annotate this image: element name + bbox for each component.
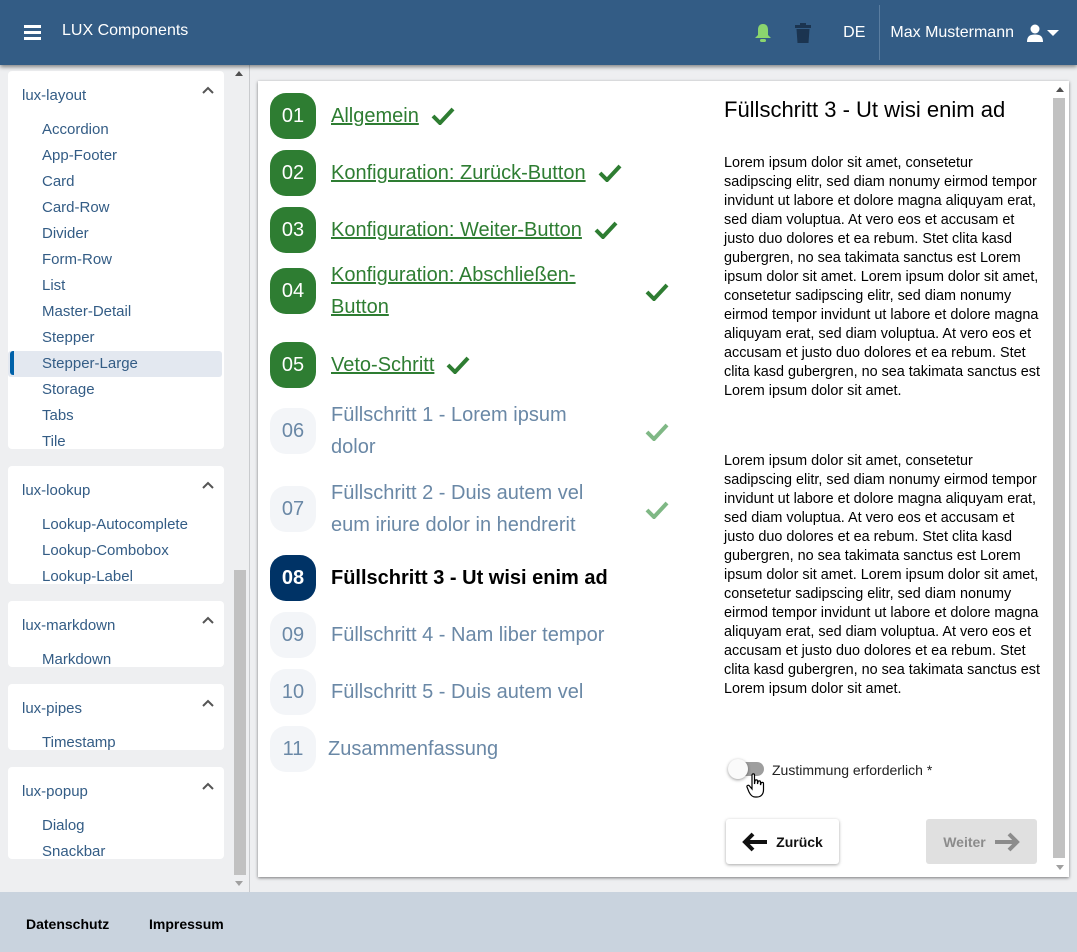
sidebar-group-title: lux-markdown bbox=[22, 617, 116, 634]
sidebar-item-accordion[interactable]: Accordion bbox=[42, 121, 109, 138]
consent-toggle-label: Zustimmung erforderlich * bbox=[772, 762, 933, 778]
sidebar-group-lux-markdown bbox=[8, 601, 224, 667]
sidebar-item-list[interactable]: List bbox=[42, 277, 66, 294]
step-label: Füllschritt 4 - Nam liber tempor bbox=[331, 624, 605, 646]
check-icon bbox=[645, 283, 669, 301]
user-menu[interactable] bbox=[880, 24, 1077, 42]
sidebar-item-dialog[interactable]: Dialog bbox=[42, 817, 85, 834]
step-number: 08 bbox=[270, 555, 316, 601]
arrow-right-icon bbox=[994, 832, 1020, 852]
sidebar-item-form-row[interactable]: Form-Row bbox=[42, 251, 112, 268]
user-name: Max Mustermann bbox=[890, 23, 1014, 41]
sidebar-item-storage[interactable]: Storage bbox=[42, 381, 95, 398]
sidebar-item-lookup-label[interactable]: Lookup-Label bbox=[42, 568, 133, 585]
sidebar-scrollbar[interactable] bbox=[232, 65, 246, 892]
bell-icon[interactable] bbox=[743, 0, 783, 65]
step-label: Füllschritt 5 - Duis autem vel bbox=[331, 681, 584, 703]
sidebar-item-stepper[interactable]: Stepper bbox=[42, 329, 95, 346]
step-03[interactable] bbox=[270, 207, 618, 253]
step-content-title: Füllschritt 3 - Ut wisi enim ad bbox=[724, 97, 1006, 122]
step-label: Zusammenfassung bbox=[328, 738, 499, 760]
step-label: Füllschritt 2 - Duis autem vel eum iriure dolor in hendrerit bbox=[331, 482, 584, 536]
scroll-up-arrow-icon[interactable] bbox=[235, 71, 243, 76]
step-number: 10 bbox=[270, 669, 316, 715]
chevron-up-icon bbox=[202, 85, 214, 97]
step-10[interactable] bbox=[270, 669, 583, 715]
app-header bbox=[0, 0, 1077, 65]
sidebar-item-card[interactable]: Card bbox=[42, 173, 75, 190]
step-09[interactable] bbox=[270, 612, 604, 658]
scroll-down-arrow-icon[interactable] bbox=[1056, 865, 1064, 870]
sidebar-group-header[interactable] bbox=[8, 466, 224, 506]
sidebar-item-master-detail[interactable]: Master-Detail bbox=[42, 303, 132, 320]
check-icon bbox=[446, 356, 470, 374]
step-05[interactable] bbox=[270, 342, 470, 388]
sidebar-item-card-row[interactable]: Card-Row bbox=[42, 199, 110, 216]
caret-down-icon bbox=[1047, 29, 1059, 37]
step-content bbox=[724, 81, 1044, 877]
step-label: Konfiguration: Zurück-Button bbox=[331, 162, 586, 184]
sidebar-group-title: lux-lookup bbox=[22, 482, 91, 499]
step-07[interactable] bbox=[270, 477, 680, 541]
sidebar-group-title: lux-pipes bbox=[22, 700, 83, 717]
sidebar bbox=[0, 65, 250, 892]
step-number: 02 bbox=[270, 150, 316, 196]
sidebar-group-title: lux-popup bbox=[22, 783, 88, 800]
check-icon bbox=[645, 423, 669, 441]
step-label: Veto-Schritt bbox=[331, 354, 435, 376]
trash-icon[interactable] bbox=[783, 0, 823, 65]
step-label: Allgemein bbox=[331, 105, 419, 127]
scrollbar-thumb[interactable] bbox=[1053, 98, 1065, 858]
step-number: 04 bbox=[270, 268, 316, 314]
step-08[interactable] bbox=[270, 555, 608, 601]
sidebar-group-lux-layout bbox=[8, 71, 224, 449]
chevron-up-icon bbox=[202, 615, 214, 627]
content-scrollbar[interactable] bbox=[1053, 81, 1067, 876]
check-icon bbox=[598, 164, 622, 182]
next-button-label: Weiter bbox=[943, 833, 986, 850]
sidebar-item-app-footer[interactable]: App-Footer bbox=[42, 147, 118, 164]
chevron-up-icon bbox=[202, 781, 214, 793]
step-number: 11 bbox=[270, 726, 316, 772]
step-number: 07 bbox=[270, 486, 316, 532]
app-footer bbox=[0, 892, 1077, 952]
language-selector[interactable]: DE bbox=[843, 23, 866, 41]
sidebar-group-lux-lookup bbox=[8, 466, 224, 584]
sidebar-item-divider[interactable]: Divider bbox=[42, 225, 89, 242]
step-label: Füllschritt 1 - Lorem ipsum dolor bbox=[331, 404, 567, 458]
scroll-down-arrow-icon[interactable] bbox=[235, 881, 243, 886]
sidebar-group-header[interactable] bbox=[8, 767, 224, 807]
scroll-up-arrow-icon[interactable] bbox=[1056, 87, 1064, 92]
sidebar-group-lux-pipes bbox=[8, 684, 224, 750]
app-title: LUX Components bbox=[62, 22, 189, 39]
sidebar-group-title: lux-layout bbox=[22, 87, 87, 104]
step-06[interactable] bbox=[270, 399, 680, 463]
sidebar-item-snackbar[interactable]: Snackbar bbox=[42, 843, 106, 860]
step-number: 09 bbox=[270, 612, 316, 658]
sidebar-item-markdown[interactable]: Markdown bbox=[42, 651, 112, 668]
sidebar-item-lookup-combobox[interactable]: Lookup-Combobox bbox=[42, 542, 169, 559]
arrow-left-icon bbox=[742, 832, 768, 852]
sidebar-group-header[interactable] bbox=[8, 601, 224, 641]
content-paragraph: Lorem ipsum dolor sit amet, consetetur sadipscing elitr, sed diam nonumy eirmod tempor invidunt ut labore et dolore magna aliquyam erat, sed diam voluptua. At vero eos et accusam et justo duo dolores et ea rebum. Stet clita kasd gubergren, no sea takimata sanctus est Lorem ipsum dolor sit amet. Lorem ipsum dolor sit amet, consetetur sadipscing elitr, sed diam nonumy eirmod tempor invidunt ut labore et dolore magna aliquyam erat, sed diam voluptua. At vero eos et accusam et justo duo dolores et ea rebum. Stet clita kasd gubergren, no sea takimata sanctus est Lorem ipsum dolor sit amet. bbox=[724, 155, 1040, 399]
step-01[interactable] bbox=[270, 93, 455, 139]
sidebar-item-stepper-large[interactable]: Stepper-Large bbox=[8, 351, 222, 377]
sidebar-group-lux-popup bbox=[8, 767, 224, 859]
check-icon bbox=[594, 221, 618, 239]
hamburger-icon[interactable] bbox=[24, 25, 41, 40]
hand-cursor-icon bbox=[746, 773, 766, 799]
step-label: Konfiguration: Weiter-Button bbox=[331, 219, 582, 241]
step-02[interactable] bbox=[270, 150, 622, 196]
step-label: Konfiguration: Abschließen- Button bbox=[331, 264, 576, 318]
sidebar-item-timestamp[interactable]: Timestamp bbox=[42, 734, 116, 751]
sidebar-group-header[interactable] bbox=[8, 684, 224, 724]
back-button-label: Zurück bbox=[776, 833, 823, 850]
step-number: 06 bbox=[270, 408, 316, 454]
stepper-card bbox=[258, 81, 1069, 877]
sidebar-item-tabs[interactable]: Tabs bbox=[42, 407, 74, 424]
back-button[interactable] bbox=[726, 819, 839, 864]
step-11[interactable] bbox=[270, 726, 498, 772]
footer-link-impressum[interactable]: Impressum bbox=[149, 916, 224, 932]
chevron-up-icon bbox=[202, 480, 214, 492]
next-button[interactable] bbox=[926, 819, 1037, 864]
sidebar-item-lookup-autocomplete[interactable]: Lookup-Autocomplete bbox=[42, 516, 188, 533]
sidebar-item-tile[interactable]: Tile bbox=[42, 433, 66, 450]
step-04[interactable] bbox=[270, 259, 680, 323]
check-icon bbox=[431, 107, 455, 125]
step-number: 01 bbox=[270, 93, 316, 139]
content-paragraph: Lorem ipsum dolor sit amet, consetetur sadipscing elitr, sed diam nonumy eirmod tempor invidunt ut labore et dolore magna aliquyam erat, sed diam voluptua. At vero eos et accusam et justo duo dolores et ea rebum. Stet clita kasd gubergren, no sea takimata sanctus est Lorem ipsum dolor sit amet. Lorem ipsum dolor sit amet, consetetur sadipscing elitr, sed diam nonumy eirmod tempor invidunt ut labore et dolore magna aliquyam erat, sed diam voluptua. At vero eos et accusam et justo duo dolores et ea rebum. Stet clita kasd gubergren, no sea takimata sanctus est Lorem ipsum dolor sit amet. bbox=[724, 453, 1040, 697]
step-number: 03 bbox=[270, 207, 316, 253]
scrollbar-thumb[interactable] bbox=[234, 570, 246, 875]
step-label: Füllschritt 3 - Ut wisi enim ad bbox=[331, 567, 608, 589]
sidebar-group-header[interactable] bbox=[8, 71, 224, 111]
step-number: 05 bbox=[270, 342, 316, 388]
check-icon bbox=[645, 501, 669, 519]
user-icon bbox=[1026, 24, 1044, 42]
footer-link-datenschutz[interactable]: Datenschutz bbox=[26, 916, 110, 932]
chevron-up-icon bbox=[202, 698, 214, 710]
